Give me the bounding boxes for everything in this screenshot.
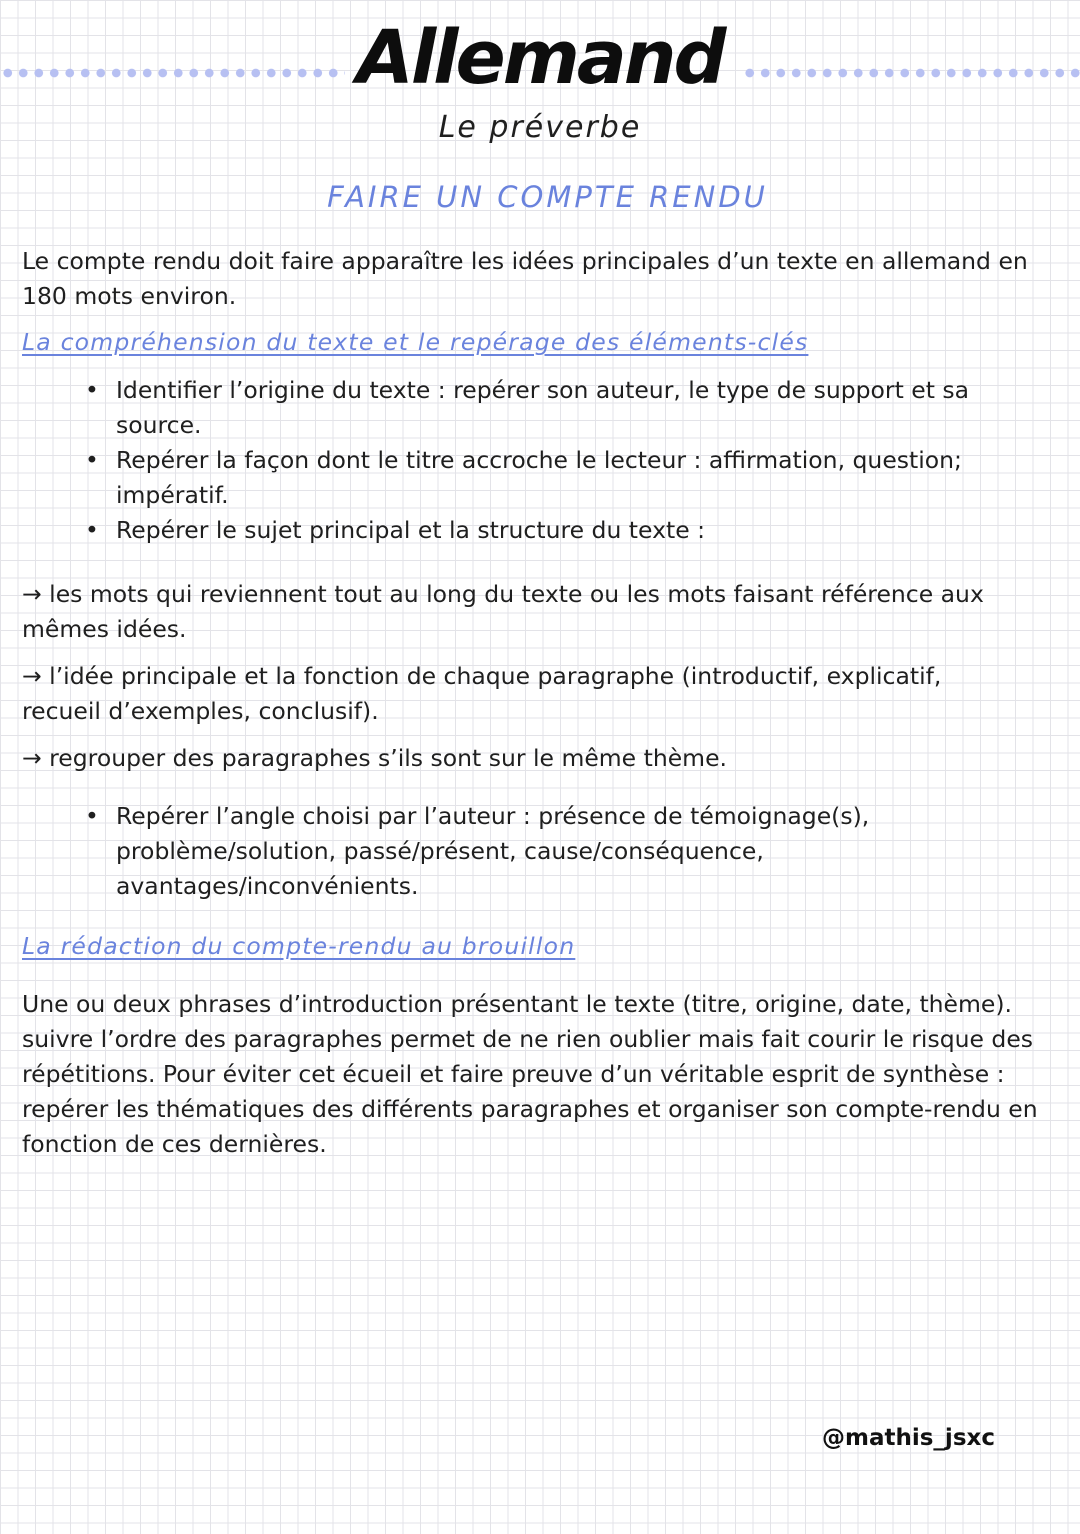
bullet-icon: • (85, 376, 99, 404)
bullet-icon: • (85, 516, 99, 544)
section1-bullet-list-2 (80, 799, 940, 904)
bullet-icon: • (85, 802, 99, 830)
list-item (80, 373, 1040, 443)
author-handle: @mathis_jsxc (822, 1425, 995, 1451)
arrow-item: → l’idée principale et la fonction de chaque paragraphe (introductif, explicatif, recueil d’exemples, conclusif). (22, 662, 942, 725)
intro-paragraph: Le compte rendu doit faire apparaître les idées principales d’un texte en allemand en 180 mots environ. (22, 247, 1028, 310)
section1-heading: La compréhension du texte et le repérage des éléments-clés (22, 328, 809, 356)
section2-paragraph: Une ou deux phrases d’introduction présentant le texte (titre, origine, date, thème). suivre l’ordre des paragraphes permet de ne rien oublier mais fait courir le risque des répétitions. Pour éviter cet écueil et faire preuve d’un véritable esprit de synthèse : repérer les thématiques des différents paragraphes et organiser son compte-rendu en fonction de ces dernières. (22, 990, 1038, 1158)
bullet-icon: • (85, 446, 99, 474)
list-item-text: Repérer le sujet principal et la structure du texte : (116, 516, 706, 544)
page-subtitle: Le préverbe (438, 110, 642, 145)
section2-heading: La rédaction du compte-rendu au brouillon (22, 932, 576, 960)
list-item (80, 443, 1040, 513)
arrow-item: → regrouper des paragraphes s’ils sont sur le même thème. (22, 744, 727, 772)
section-title: FAIRE UN COMPTE RENDU (327, 180, 768, 214)
list-item-text: Repérer la façon dont le titre accroche le lecteur : affirmation, question; impératif. (116, 446, 962, 509)
arrow-item: → les mots qui reviennent tout au long du texte ou les mots faisant référence aux mêmes idées. (22, 580, 984, 643)
section1-bullet-list (80, 373, 1040, 548)
page-title: Allemand (356, 15, 724, 101)
list-item-text: Identifier l’origine du texte : repérer son auteur, le type de support et sa source. (116, 376, 970, 439)
list-item (80, 799, 940, 904)
list-item (80, 513, 1040, 548)
list-item-text: Repérer l’angle choisi par l’auteur : présence de témoignage(s), problème/solution, passé/présent, cause/conséquence, avantages/inconvénients. (116, 802, 870, 900)
